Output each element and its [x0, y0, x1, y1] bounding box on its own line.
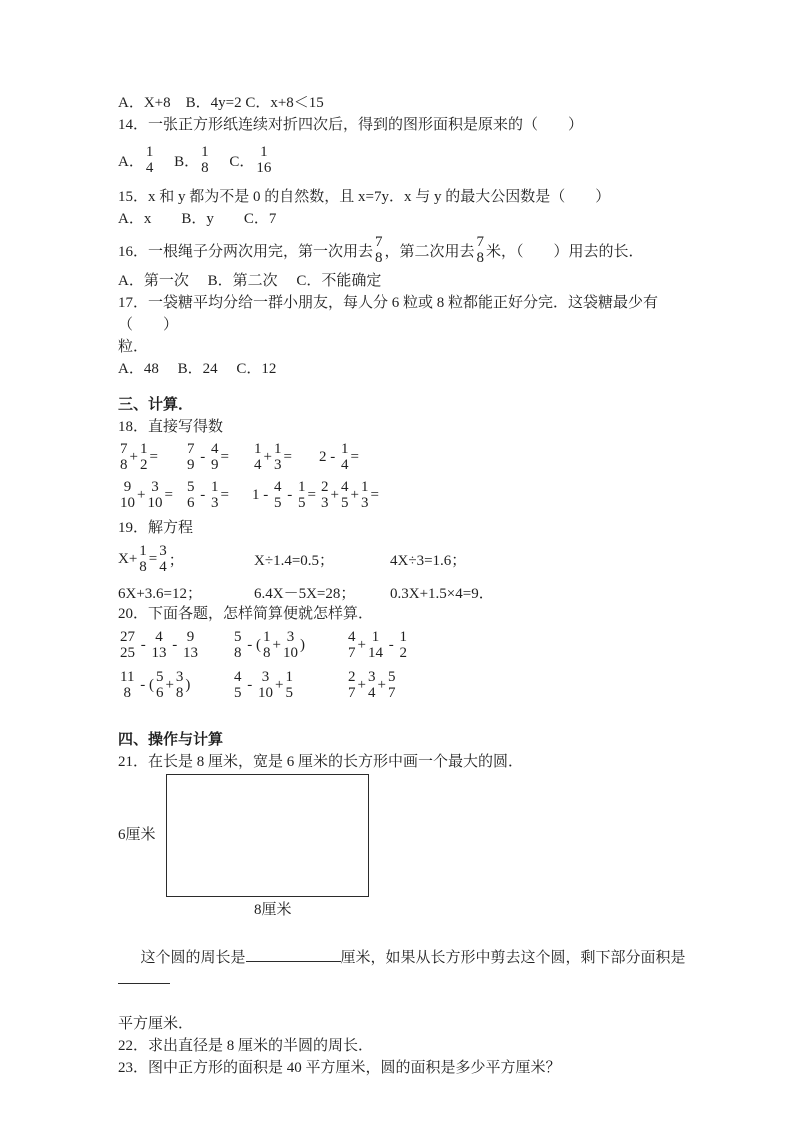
text-token: - ( — [136, 676, 154, 693]
fraction: 5 8 — [234, 629, 242, 661]
fraction: 1 3 — [273, 441, 282, 473]
text-token: X+ — [118, 550, 138, 567]
question-19-label: 19．解方程 — [118, 520, 194, 536]
fraction: 27 25 — [120, 629, 135, 661]
question-17-text-line1: 17．一袋糖平均分给一群小朋友，每人分 6 粒或 8 粒都能正好分完．这袋糖最少有（ ） — [118, 295, 659, 333]
fraction: 2 7 — [348, 669, 356, 701]
question-21-fill-line1 — [118, 925, 686, 1013]
text-token: + — [129, 448, 138, 465]
fraction: 1 4 — [254, 441, 262, 473]
question-16-options: A．第一次 B．第二次 C．不能确定 — [118, 273, 382, 289]
math-equation: X÷1.4=0.5； — [254, 552, 335, 569]
fraction: 9 10 — [120, 479, 135, 511]
question-18-row2 — [118, 476, 686, 514]
question-23-text: 23．图中正方形的面积是 40 平方厘米，圆的面积是多少平方厘米？ — [118, 1060, 561, 1076]
math-expression — [346, 669, 460, 701]
fraction: 5 6 — [187, 479, 195, 511]
text-token: = — [350, 448, 359, 465]
question-15-options: A．x B．y C．7 — [118, 211, 277, 227]
question-15-text: 15．x 和 y 都为不是 0 的自然数，且 x=7y．x 与 y 的最大公因数是（ ） — [118, 189, 611, 205]
math-equation: 4X÷3=1.6； — [390, 552, 467, 569]
text-token: 16．一根绳子分两次用完，第一次用去 — [118, 243, 374, 260]
math-equation: 6X+3.6=12； — [118, 585, 203, 602]
text-token: = — [148, 550, 158, 567]
text-token: ； — [168, 552, 184, 569]
math-expression — [252, 479, 319, 511]
math-expression — [346, 629, 460, 661]
fraction: 1 2 — [139, 441, 148, 473]
fraction: 1 4 — [145, 144, 154, 176]
math-expression — [118, 629, 232, 661]
text-token: = — [164, 486, 173, 503]
fraction: 3 4 — [159, 543, 167, 575]
question-13-options: A．X+8 B．4y=2 C．x+8＜15 — [118, 95, 324, 111]
fraction: 5 6 — [155, 669, 164, 701]
fraction: 9 13 — [183, 629, 198, 661]
fraction: 11 8 — [120, 669, 135, 701]
text-token: - — [196, 486, 209, 503]
text-token: 1 - — [252, 486, 272, 503]
text-token: - — [137, 636, 150, 653]
text-token: - — [384, 636, 398, 653]
text-token: + — [377, 676, 386, 693]
text-token: + — [137, 486, 146, 503]
text-token: 2 - — [319, 448, 339, 465]
text-token: + — [165, 676, 174, 693]
fraction: 4 9 — [211, 441, 219, 473]
text-token: + — [272, 636, 281, 653]
text-token: + — [357, 676, 366, 693]
question-16-text — [118, 230, 686, 270]
fraction: 1 3 — [211, 479, 219, 511]
text-token: - — [168, 636, 181, 653]
question-20-label: 20．下面各题，怎样简算便就怎样算． — [118, 606, 374, 622]
text-token: = — [307, 486, 316, 503]
question-18-label: 18．直接写得数 — [118, 419, 224, 435]
fraction: 4 13 — [151, 629, 167, 661]
fraction: 1 16 — [256, 144, 272, 176]
fraction: 1 8 — [263, 629, 271, 661]
fraction: 1 5 — [285, 669, 293, 701]
math-expression — [118, 669, 232, 701]
fraction: 3 10 — [258, 669, 273, 701]
rectangle-width-label: 8厘米 — [254, 902, 292, 918]
text-token: = — [220, 448, 229, 465]
math-expression — [252, 441, 319, 473]
text-token: + — [330, 486, 339, 503]
text-token: = — [149, 448, 158, 465]
fraction: 4 5 — [340, 479, 349, 511]
fraction: 1 4 — [341, 441, 349, 473]
fraction: 4 7 — [348, 629, 356, 661]
math-expression — [319, 441, 386, 473]
rectangle-figure — [118, 774, 686, 922]
fraction: 3 4 — [367, 669, 376, 701]
question-18-row1 — [118, 438, 686, 476]
fraction: 4 5 — [274, 479, 282, 511]
fill-text-part1: 这个圆的周长是 — [140, 950, 246, 966]
fraction: 3 10 — [282, 629, 298, 661]
text-token: + — [357, 636, 366, 653]
fill-text-part2: 厘米，如果从长方形中剪去这个圆，剩下部分面积是 — [340, 950, 686, 966]
fraction: 7 8 — [120, 441, 128, 473]
text-token: + — [263, 448, 272, 465]
fraction: 1 8 — [139, 543, 147, 575]
text-token: ) — [299, 636, 305, 653]
text-token: C． — [210, 153, 255, 170]
question-17-text-line2: 粒． — [118, 339, 149, 355]
fraction: 4 5 — [234, 669, 242, 701]
question-22-text: 22．求出直径是 8 厘米的半圆的周长． — [118, 1038, 374, 1054]
text-token: ) — [185, 676, 191, 693]
text-token: - ( — [243, 636, 261, 653]
question-19-row2 — [118, 581, 686, 603]
fraction: 1 8 — [201, 144, 209, 176]
question-14-options — [118, 140, 686, 180]
fraction: 1 2 — [399, 629, 407, 661]
text-token: + — [275, 676, 284, 693]
math-expression — [118, 479, 185, 511]
fraction: 3 10 — [147, 479, 163, 511]
question-20-row2 — [118, 665, 686, 705]
rectangle-height-label: 6厘米 — [118, 827, 156, 843]
math-expression — [185, 479, 252, 511]
section-3-title: 三、计算． — [118, 397, 194, 413]
math-expression — [232, 629, 346, 661]
math-expression — [232, 669, 346, 701]
fraction: 1 14 — [367, 629, 383, 661]
math-expression — [319, 479, 386, 511]
fraction: 1 3 — [360, 479, 369, 511]
text-token: - — [196, 448, 209, 465]
text-token: = — [220, 486, 229, 503]
text-token: = — [283, 448, 292, 465]
text-token: - — [243, 676, 256, 693]
text-token: ，第二次用去 — [384, 243, 475, 260]
fraction: 7 9 — [187, 441, 195, 473]
math-equation — [118, 543, 254, 575]
fraction: 1 5 — [298, 479, 306, 511]
section-4-title: 四、操作与计算 — [118, 732, 224, 748]
answer-blank — [118, 970, 170, 984]
rectangle-shape — [166, 774, 369, 897]
question-21-text: 21．在长是 8 厘米，宽是 6 厘米的长方形中画一个最大的圆． — [118, 754, 524, 770]
worksheet-content — [118, 92, 686, 1079]
answer-blank — [246, 948, 341, 962]
math-expression — [185, 441, 252, 473]
question-14-text: 14．一张正方形纸连续对折四次后，得到的图形面积是原来的（ ） — [118, 117, 584, 133]
text-token: 米，（ ）用去的长． — [486, 243, 644, 260]
question-20-row1 — [118, 625, 686, 665]
fraction: 5 7 — [387, 669, 396, 701]
question-17-options: A．48 B．24 C．12 — [118, 361, 277, 377]
fraction: 3 8 — [175, 669, 184, 701]
fraction: 2 3 — [321, 479, 329, 511]
text-token: B． — [155, 153, 200, 170]
text-token: - — [283, 486, 296, 503]
question-19-row1 — [118, 539, 686, 579]
text-token: A． — [118, 153, 144, 170]
question-21-fill-line2: 平方厘米． — [118, 1016, 194, 1032]
text-token: + — [350, 486, 359, 503]
fraction: 7 8 — [476, 234, 485, 266]
math-expression — [118, 441, 185, 473]
math-equation: 0.3X+1.5×4=9． — [390, 585, 494, 602]
text-token: = — [370, 486, 379, 503]
math-equation: 6.4X－5X=28； — [254, 585, 356, 602]
fraction: 7 8 — [375, 234, 383, 266]
